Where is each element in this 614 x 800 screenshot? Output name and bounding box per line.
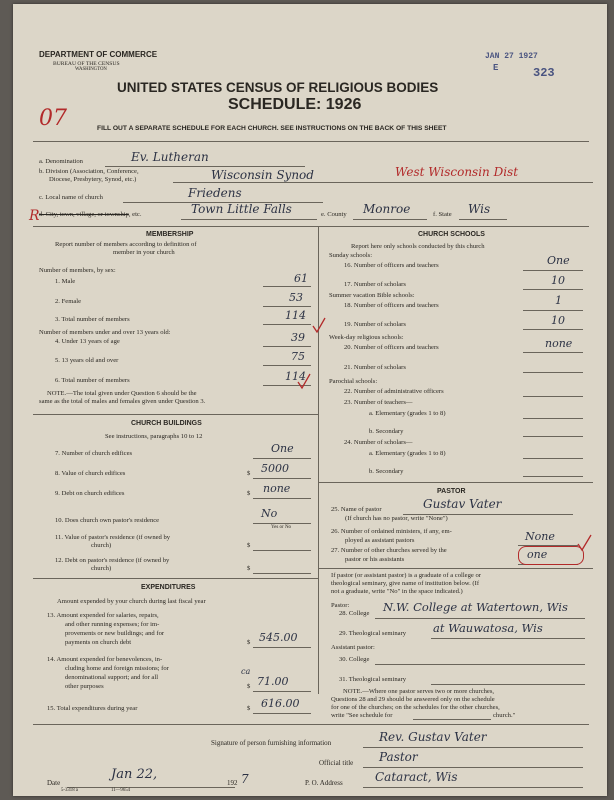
graduate-text-2: theological seminary, give name of institution below. (If xyxy=(331,580,480,587)
denomination-value: Ev. Lutheran xyxy=(131,150,209,164)
q11-dollar: $ xyxy=(247,542,251,549)
q14-dollar: $ xyxy=(247,683,251,690)
membership-intro-1: Report number of members according to definition of xyxy=(55,241,197,248)
pastor-sub-label: Pastor: xyxy=(331,602,350,609)
check-mark-icon xyxy=(298,374,310,388)
q12-dollar: $ xyxy=(247,565,251,572)
division-value-red: West Wisconsin Dist xyxy=(395,165,519,179)
q3-value: 114 xyxy=(285,309,306,322)
q17-value: 10 xyxy=(551,274,565,287)
year-value: 7 xyxy=(241,772,249,786)
state-value: Wis xyxy=(468,202,491,216)
q25-sub: (If church has no pastor, write "None") xyxy=(345,515,448,522)
buildings-heading: CHURCH BUILDINGS xyxy=(131,420,202,427)
q23a-label: a. Elementary (grades 1 to 8) xyxy=(369,410,446,417)
date-value: Jan 22, xyxy=(111,767,158,782)
state-label: f. State xyxy=(433,211,452,218)
received-date-stamp: JAN 27 1927 xyxy=(485,52,538,61)
q13-label-3: provements or new buildings; and for xyxy=(65,630,165,637)
pastor-note-4: write "See schedule for xyxy=(331,712,393,719)
q8-dollar: $ xyxy=(247,470,251,477)
schools-intro: Report here only schools conducted by this church xyxy=(351,243,485,250)
members-by-sex-label: Number of members, by sex: xyxy=(39,267,116,274)
department-label: DEPARTMENT OF COMMERCE xyxy=(39,50,158,59)
q4-value: 39 xyxy=(291,331,305,344)
q14-label-2: cluding home and foreign missions; for xyxy=(65,665,169,672)
q14-label-3: denominational support; and for all xyxy=(65,674,159,681)
q4-label: 4. Under 13 years of age xyxy=(55,338,120,345)
q5-value: 75 xyxy=(291,350,305,363)
pastor-heading: PASTOR xyxy=(437,488,466,495)
q24-label: 24. Number of scholars— xyxy=(344,439,413,446)
city-town-struck: d. City, town, village, or township xyxy=(39,211,129,218)
q18-value: 1 xyxy=(555,294,562,307)
membership-note-1: NOTE.—The total given under Question 6 should be the xyxy=(47,390,197,397)
q7-value: One xyxy=(271,442,294,455)
q6-value: 114 xyxy=(285,370,306,383)
q8-label: 8. Value of church edifices xyxy=(55,470,126,477)
city-label: WASHINGTON xyxy=(75,67,107,72)
q30-label: 30. College xyxy=(339,656,370,663)
q19-value: 10 xyxy=(551,314,565,327)
pastor-note-3: for one of the churches; on the schedules for the other churches, xyxy=(331,704,500,711)
q23b-label: b. Secondary xyxy=(369,428,404,435)
q15-dollar: $ xyxy=(247,705,251,712)
check-mark-icon xyxy=(578,535,591,550)
q27-label-2: pastor or his assistants xyxy=(345,556,405,563)
pastor-note-2: Questions 28 and 29 should be answered only on the schedule xyxy=(331,696,495,703)
county-value: Monroe xyxy=(363,202,411,216)
division-label-1: b. Division (Association, Conference, xyxy=(39,168,139,175)
q14-label-1: 14. Amount expended for benevolences, in- xyxy=(47,656,163,663)
q11-label-2: church) xyxy=(91,542,112,549)
q18-label: 18. Number of officers and teachers xyxy=(344,302,439,309)
q27-value: one xyxy=(527,548,548,561)
q28-value: N.W. College at Watertown, Wis xyxy=(383,600,568,614)
q9-dollar: $ xyxy=(247,490,251,497)
q13-dollar: $ xyxy=(247,639,251,646)
q27-label-1: 27. Number of other churches served by the xyxy=(331,547,447,554)
q26-label-1: 26. Number of ordained ministers, if any, em- xyxy=(331,528,452,535)
year-prefix: 192 xyxy=(227,779,238,787)
expenditures-heading: EXPENDITURES xyxy=(141,584,196,591)
division-label-2: Diocese, Presbytery, Synod, etc.) xyxy=(49,176,137,183)
q15-value: 616.00 xyxy=(261,697,300,710)
q16-label: 16. Number of officers and teachers xyxy=(344,262,439,269)
q12-label-2: church) xyxy=(91,565,112,572)
q6-label: 6. Total number of members xyxy=(55,377,130,384)
signature-label: Signature of person furnishing information xyxy=(211,739,332,747)
stamp-number: 323 xyxy=(533,66,555,80)
pastor-note-1: NOTE.—Where one pastor serves two or more churches, xyxy=(343,688,495,695)
q13-value: 545.00 xyxy=(259,631,298,644)
q11-label-1: 11. Value of pastor's residence (if owned by xyxy=(55,534,171,541)
q2-label: 2. Female xyxy=(55,298,82,305)
q31-label: 31. Theological seminary xyxy=(339,676,407,683)
date-label: Date xyxy=(47,779,61,787)
denomination-label: a. Denomination xyxy=(39,158,83,165)
local-name-value: Friedens xyxy=(188,186,242,200)
q9-label: 9. Debt on church edifices xyxy=(55,490,125,497)
q10-value: No xyxy=(261,507,278,520)
membership-note-2: same as the total of males and females given under Question 3. xyxy=(39,398,206,405)
weekday-label: Week-day religious schools: xyxy=(329,334,404,341)
q25-value: Gustav Vater xyxy=(423,497,502,511)
q15-label: 15. Total expenditures during year xyxy=(47,705,138,712)
age-intro-label: Number of members under and over 13 years old: xyxy=(39,329,171,336)
division-value: Wisconsin Synod xyxy=(211,168,314,182)
q1-value: 61 xyxy=(294,272,308,285)
q17-label: 17. Number of scholars xyxy=(344,281,406,288)
city-town-value: Town Little Falls xyxy=(191,202,292,216)
q10-hint: Yes or No xyxy=(271,525,292,530)
q22-label: 22. Number of administrative officers xyxy=(344,388,444,395)
q10-label: 10. Does church own pastor's residence xyxy=(55,517,160,524)
q16-value: One xyxy=(547,254,570,267)
city-town-rest: , etc. xyxy=(128,211,142,218)
signature-value: Rev. Gustav Vater xyxy=(379,730,487,744)
bureau-label: BUREAU OF THE CENSUS xyxy=(53,61,120,67)
buildings-intro: See instructions, paragraphs 10 to 12 xyxy=(105,433,203,440)
q14-approx-mark: ca xyxy=(241,667,251,676)
q9-value: none xyxy=(263,482,291,495)
summer-label: Summer vacation Bible schools: xyxy=(329,292,415,299)
q13-label-2: and other running expenses; for im- xyxy=(65,621,160,628)
q14-value: 71.00 xyxy=(257,675,289,688)
q3-label: 3. Total number of members xyxy=(55,316,130,323)
q26-value: None xyxy=(525,530,555,543)
county-label: e. County xyxy=(321,211,347,218)
schedule-title: SCHEDULE: 1926 xyxy=(228,96,362,113)
graduate-text-1: If pastor (or assistant pastor) is a graduate of a college or xyxy=(331,572,481,579)
expenditures-intro: Amount expended by your church during last fiscal year xyxy=(57,598,206,605)
check-mark-icon xyxy=(313,318,325,332)
r-margin-mark: R xyxy=(29,208,40,224)
q26-label-2: ployed as assistant pastors xyxy=(345,537,415,544)
q24b-label: b. Secondary xyxy=(369,468,404,475)
q14-label-4: other purposes xyxy=(65,683,104,690)
po-address-value: Cataract, Wis xyxy=(375,770,458,784)
q1-label: 1. Male xyxy=(55,278,76,285)
schools-heading: CHURCH SCHOOLS xyxy=(418,231,485,238)
membership-intro-2: member in your church xyxy=(113,249,175,256)
form-number: 5-3318 a xyxy=(61,788,78,793)
q8-value: 5000 xyxy=(261,462,289,475)
pastor-note-5: church." xyxy=(493,712,516,719)
po-address-label: P. O. Address xyxy=(305,779,343,787)
census-schedule-sheet xyxy=(13,4,607,796)
q13-label-1: 13. Amount expended for salaries, repairs, xyxy=(47,612,159,619)
q29-label: 29. Theological seminary xyxy=(339,630,407,637)
red-code-number: 07 xyxy=(39,106,67,131)
q2-value: 53 xyxy=(289,291,303,304)
print-number: 11—9654 xyxy=(111,788,131,793)
q12-label-1: 12. Debt on pastor's residence (if owned by xyxy=(55,557,170,564)
q13-label-4: payments on church debt xyxy=(65,639,132,646)
q25-label: 25. Name of pastor xyxy=(331,506,382,513)
instruction-line: FILL OUT A SEPARATE SCHEDULE FOR EACH CHURCH. SEE INSTRUCTIONS ON THE BACK OF THIS SHEET xyxy=(97,125,447,132)
form-title: UNITED STATES CENSUS OF RELIGIOUS BODIES xyxy=(117,80,439,95)
q23-label: 23. Number of teachers— xyxy=(344,399,413,406)
membership-heading: MEMBERSHIP xyxy=(146,231,194,238)
stamp-letter: E xyxy=(493,63,499,73)
q29-value: at Wauwatosa, Wis xyxy=(433,621,543,635)
official-title-value: Pastor xyxy=(379,750,418,764)
q19-label: 19. Number of scholars xyxy=(344,321,406,328)
q5-label: 5. 13 years old and over xyxy=(55,357,119,364)
q21-label: 21. Number of scholars xyxy=(344,364,406,371)
asst-pastor-label: Assistant pastor: xyxy=(331,644,375,651)
q20-label: 20. Number of officers and teachers xyxy=(344,344,439,351)
sunday-label: Sunday schools: xyxy=(329,252,373,259)
graduate-text-3: not a graduate, write "No" in the space indicated.) xyxy=(331,588,463,595)
q7-label: 7. Number of church edifices xyxy=(55,450,133,457)
q24a-label: a. Elementary (grades 1 to 8) xyxy=(369,450,446,457)
parochial-label: Parochial schools: xyxy=(329,378,378,385)
q20-value: none xyxy=(545,337,573,350)
local-name-label: c. Local name of church xyxy=(39,194,103,201)
q28-label: 28. College xyxy=(339,610,370,617)
official-title-label: Official title xyxy=(319,759,354,767)
red-check-marks xyxy=(13,4,607,796)
